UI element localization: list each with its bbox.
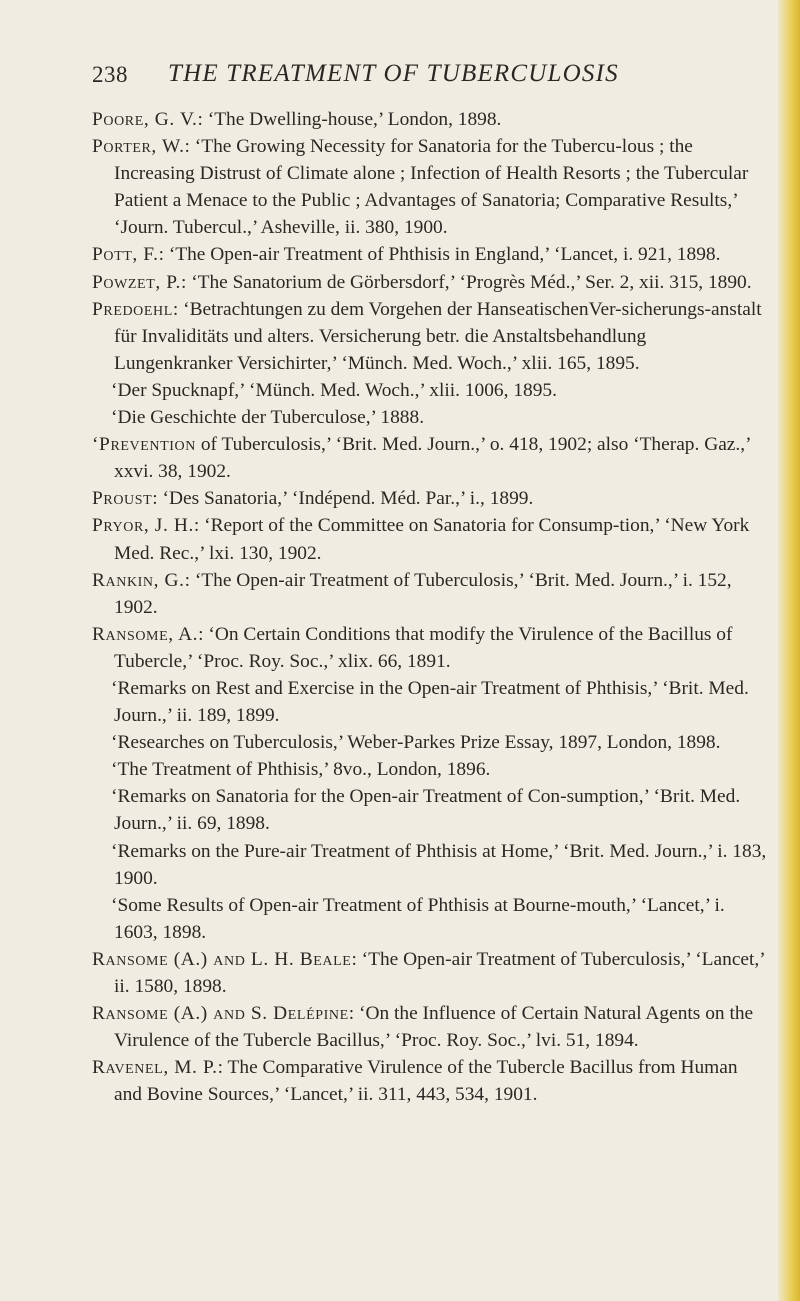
entry-text: ‘Remarks on the Pure-air Treatment of Phthisis at Home,’ ‘Brit. Med. Journ.,’ i. 183, 1900. (111, 840, 767, 889)
entry-text: ‘The Treatment of Phthisis,’ 8vo., London, 1896. (111, 759, 491, 781)
running-title: THE TREATMENT OF TUBERCULOSIS (168, 60, 619, 87)
entry-author: Pott, F. (92, 244, 159, 266)
entry-text: : ‘Betrachtungen zu dem Vorgehen der HanseatischenVer-sicherungs-anstalt für Invaliditäts und alters. Versicherung betr. die Anstaltsbehandlung Lungenkranker Versichirter,’ ‘Münch. Med. Woch.,’ xlii. 165, 1895. (114, 298, 762, 374)
bibliography-entry (92, 106, 768, 133)
entry-author: Ransome (A.) and S. Delépine (92, 1003, 349, 1025)
entry-text: : ‘The Growing Necessity for Sanatoria for the Tubercu-lous ; the Increasing Distrust of Climate alone ; Infection of Health Resorts ; the Tubercular Patient a Menace to the Public ; Advantages of Sanatoria; Comparative Results,’ ‘Journ. Tubercul.,’ Asheville, ii. 380, 1900. (114, 136, 749, 239)
bibliography-entry (92, 296, 768, 377)
page-number: 238 (92, 62, 128, 87)
entry-text: of Tuberculosis,’ ‘Brit. Med. Journ.,’ o. 418, 1902; also ‘Therap. Gaz.,’ xxvi. 38, 1902. (114, 434, 751, 483)
bibliography-entry (92, 269, 768, 296)
entry-author: Powzet, P. (92, 271, 181, 293)
entry-author: Proust (92, 488, 153, 510)
bibliography-entry (92, 133, 768, 241)
bibliography-list (92, 106, 768, 1108)
entry-text: ‘Researches on Tuberculosis,’ Weber-Parkes Prize Essay, 1897, London, 1898. (111, 732, 721, 754)
bibliography-entry (92, 241, 768, 268)
entry-text: : ‘Report of the Committee on Sanatoria for Consump-tion,’ ‘New York Med. Rec.,’ lxi. 130, 1902. (114, 515, 750, 564)
bibliography-entry (92, 621, 768, 675)
bibliography-entry (92, 675, 768, 729)
bibliography-entry (92, 431, 768, 485)
bibliography-entry (92, 377, 768, 404)
entry-text: : ‘The Dwelling-house,’ London, 1898. (197, 109, 502, 130)
entry-author: Pryor, J. H. (92, 515, 194, 537)
bibliography-entry (92, 567, 768, 621)
bibliography-entry (92, 838, 768, 892)
entry-text: : ‘The Open-air Treatment of Phthisis in England,’ ‘Lancet, i. 921, 1898. (158, 244, 721, 266)
entry-text: : The Comparative Virulence of the Tubercle Bacillus from Human and Bovine Sources,’ ‘Lancet,’ ii. 311, 443, 534, 1901. (114, 1057, 738, 1106)
entry-author: Porter, W. (92, 136, 185, 158)
page-header (0, 60, 800, 94)
entry-text: : ‘On the Influence of Certain Natural Agents on the Virulence of the Tubercle Bacillus,’ ‘Proc. Roy. Soc.,’ lvi. 51, 1894. (114, 1003, 754, 1052)
entry-author: Ransome (A.) and L. H. Beale (92, 948, 352, 970)
entry-author: Ravenel, M. P. (92, 1057, 218, 1079)
entry-text: : ‘The Sanatorium de Görbersdorf,’ ‘Progrès Méd.,’ Ser. 2, xii. 315, 1890. (180, 271, 752, 293)
entry-author: ‘Prevention (92, 434, 196, 456)
entry-author: Poore, G. V. (92, 109, 198, 130)
entry-text: ‘Some Results of Open-air Treatment of Phthisis at Bourne-mouth,’ ‘Lancet,’ i. 1603, 1898. (111, 894, 725, 943)
bibliography-entry (92, 783, 768, 837)
entry-text: ‘Die Geschichte der Tuberculose,’ 1888. (111, 407, 425, 429)
bibliography-entry (92, 1054, 768, 1108)
bibliography-entry (92, 512, 768, 566)
bibliography-entry (92, 729, 768, 756)
bibliography-entry (92, 1000, 768, 1054)
bibliography-entry (92, 404, 768, 431)
bibliography-entry (92, 756, 768, 783)
bibliography-entry (92, 485, 768, 512)
entry-author: Predoehl (92, 298, 173, 320)
entry-text: ‘Remarks on Sanatoria for the Open-air Treatment of Con-sumption,’ ‘Brit. Med. Journ.,’ ii. 69, 1898. (111, 786, 741, 835)
entry-author: Rankin, G. (92, 569, 185, 591)
page-edge (778, 0, 800, 1301)
entry-text: : ‘Des Sanatoria,’ ‘Indépend. Méd. Par.,’ i., 1899. (152, 488, 534, 510)
bibliography-entry (92, 946, 768, 1000)
entry-text: : ‘The Open-air Treatment of Tuberculosis,’ ‘Lancet,’ ii. 1580, 1898. (114, 948, 765, 997)
entry-text: : ‘On Certain Conditions that modify the Virulence of the Bacillus of Tubercle,’ ‘Proc. Roy. Soc.,’ xlix. 66, 1891. (114, 623, 733, 672)
entry-text: : ‘The Open-air Treatment of Tuberculosis,’ ‘Brit. Med. Journ.,’ i. 152, 1902. (114, 569, 732, 618)
bibliography-entry (92, 892, 768, 946)
entry-text: ‘Remarks on Rest and Exercise in the Open-air Treatment of Phthisis,’ ‘Brit. Med. Journ.,’ ii. 189, 1899. (111, 677, 749, 727)
entry-text: ‘Der Spucknapf,’ ‘Münch. Med. Woch.,’ xlii. 1006, 1895. (111, 379, 557, 401)
entry-author: Ransome, A. (92, 623, 199, 645)
